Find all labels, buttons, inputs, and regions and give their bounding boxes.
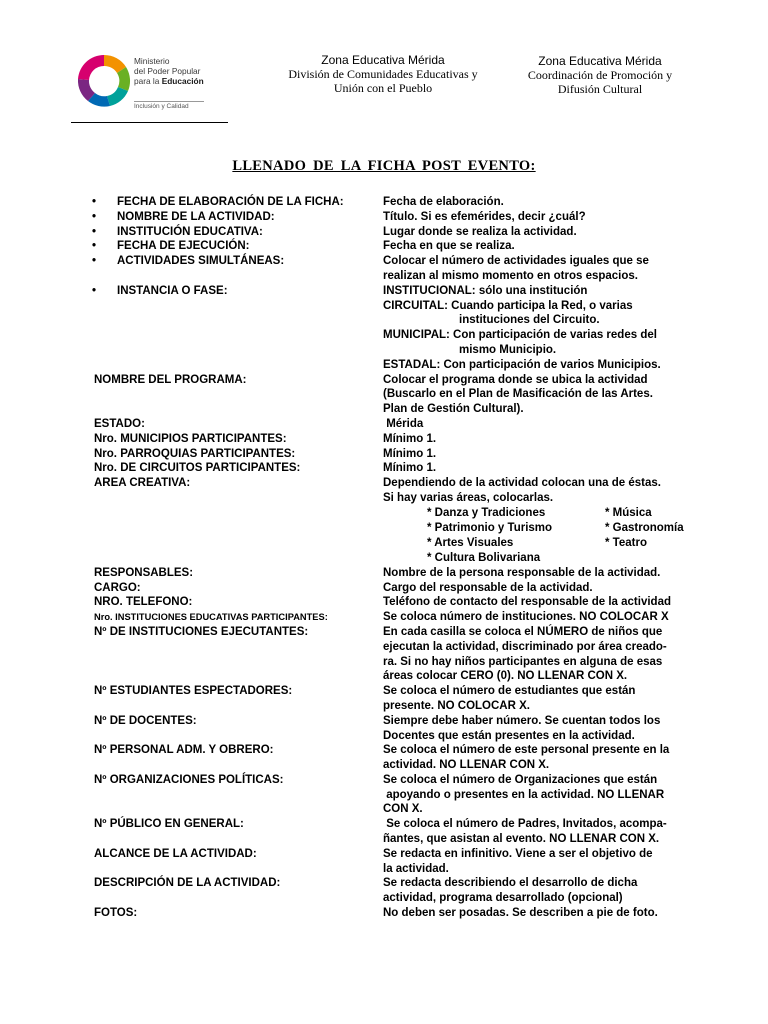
row-value xyxy=(383,254,703,284)
row-value xyxy=(383,773,703,817)
list-item xyxy=(0,254,768,284)
row-label: FECHA DE EJECUCIÓN: xyxy=(117,240,250,253)
value-line: Mínimo 1. xyxy=(383,462,437,475)
row-value xyxy=(383,225,703,240)
row-value xyxy=(383,581,703,596)
row-label: Nº DE DOCENTES: xyxy=(94,714,197,727)
header-right-line-3: Difusión Cultural xyxy=(557,82,643,96)
bullet: • xyxy=(92,196,97,208)
row-label: ALCANCE DE LA ACTIVIDAD: xyxy=(94,847,257,860)
header-left-line-2: División de Comunidades Educativas y xyxy=(288,67,478,81)
row-label: NOMBRE DE LA ACTIVIDAD: xyxy=(117,210,275,223)
value-line: ejecutan la actividad, discriminado por área creado- xyxy=(383,640,667,653)
value-line: Fecha en que se realiza. xyxy=(383,240,515,253)
row-value xyxy=(383,714,703,744)
document-title: LLENADO DE LA FICHA POST EVENTO: xyxy=(232,158,536,174)
value-line: CIRCUITAL: Cuando participa la Red, o varias xyxy=(383,299,633,312)
row-value xyxy=(383,684,703,714)
value-line: Colocar el número de actividades iguales que se xyxy=(383,255,649,268)
value-line: CON X. xyxy=(383,803,423,816)
header-left-line-1: Zona Educativa Mérida xyxy=(321,53,445,67)
header-right-line-2: Coordinación de Promoción y xyxy=(527,68,673,82)
row-label: DESCRIPCIÓN DE LA ACTIVIDAD: xyxy=(94,877,281,890)
value-line: ra. Si no hay niños participantes en alguna de esas xyxy=(383,655,663,668)
row-label: Nro. INSTITUCIONES EDUCATIVAS PARTICIPANTES: xyxy=(94,612,328,623)
header-right xyxy=(508,54,692,96)
list-item xyxy=(0,714,768,744)
value-line: Mínimo 1. xyxy=(383,432,437,445)
logo-line-2: del Poder Popular xyxy=(134,66,201,76)
row-value xyxy=(383,284,703,373)
list-item xyxy=(0,432,768,447)
value-line: (Buscarlo en el Plan de Masificación de las Artes. xyxy=(383,388,653,401)
list-item xyxy=(0,595,768,610)
value-line: mismo Municipio. xyxy=(459,343,557,356)
bullet: • xyxy=(92,255,97,268)
value-line: Lugar donde se realiza la actividad. xyxy=(383,225,577,238)
row-value xyxy=(383,847,703,877)
header-right-line-1: Zona Educativa Mérida xyxy=(538,54,662,68)
value-line: Dependiendo de la actividad colocan una de éstas. xyxy=(383,477,661,490)
row-label: FOTOS: xyxy=(94,907,138,920)
area-item: * Artes Visuales xyxy=(427,536,514,549)
row-label: ESTADO: xyxy=(94,417,145,430)
value-line: Se coloca el número de Padres, Invitados, acompa- xyxy=(383,818,667,831)
row-value xyxy=(383,447,703,462)
bullet: • xyxy=(92,225,97,238)
creative-areas xyxy=(383,506,703,566)
value-line: Se redacta en infinitivo. Viene a ser el objetivo de xyxy=(383,847,653,860)
row-label: Nro. MUNICIPIOS PARTICIPANTES: xyxy=(94,432,287,445)
header-rule xyxy=(71,122,228,123)
list-item xyxy=(0,684,768,714)
logo-tagline: Inclusión y Calidad xyxy=(134,103,189,110)
row-label: Nro. DE CIRCUITOS PARTICIPANTES: xyxy=(94,462,301,475)
row-value xyxy=(383,417,703,432)
value-line: actividad, programa desarrollado (opcional) xyxy=(383,892,623,905)
list-item xyxy=(0,876,768,906)
value-line: Título. Si es efemérides, decir ¿cuál? xyxy=(383,210,586,223)
list-item xyxy=(0,610,768,625)
list-item xyxy=(0,373,768,417)
row-label: AREA CREATIVA: xyxy=(94,477,191,490)
value-line: Fecha de elaboración. xyxy=(383,196,504,208)
value-line: realizan al mismo momento en otros espacios. xyxy=(383,269,638,282)
row-label: Nº DE INSTITUCIONES EJECUTANTES: xyxy=(94,625,309,638)
value-line: Siempre debe haber número. Se cuentan todos los xyxy=(383,714,661,727)
row-value xyxy=(383,239,703,254)
row-value xyxy=(383,476,703,566)
row-label: Nº ESTUDIANTES ESPECTADORES: xyxy=(94,685,293,698)
row-label: ACTIVIDADES SIMULTÁNEAS: xyxy=(117,255,285,268)
list-item xyxy=(0,210,768,225)
logo-line-1: Ministerio xyxy=(134,56,170,66)
area-item: * Gastronomía xyxy=(605,521,684,534)
value-line: INSTITUCIONAL: sólo una institución xyxy=(383,284,588,297)
list-item xyxy=(0,225,768,240)
value-line: la actividad. xyxy=(383,862,449,875)
value-line: Se redacta describiendo el desarrollo de dicha xyxy=(383,877,638,890)
value-line: En cada casilla se coloca el NÚMERO de niños que xyxy=(383,625,663,638)
list-item xyxy=(0,625,768,684)
area-item: * Patrimonio y Turismo xyxy=(427,521,553,534)
value-line: MUNICIPAL: Con participación de varias redes del xyxy=(383,329,657,342)
row-value xyxy=(383,817,703,847)
logo-line-3-prefix: para la xyxy=(134,76,162,86)
list-item xyxy=(0,447,768,462)
bullet: • xyxy=(92,284,97,297)
header-left-line-3: Unión con el Pueblo xyxy=(333,81,433,95)
row-value xyxy=(383,373,703,417)
row-value xyxy=(383,195,703,210)
list-item xyxy=(0,476,768,566)
value-line: Mínimo 1. xyxy=(383,447,437,460)
row-label: Nro. PARROQUIAS PARTICIPANTES: xyxy=(94,447,296,460)
bullet: • xyxy=(92,210,97,223)
ring-logo-icon xyxy=(78,55,130,107)
value-line: Nombre de la persona responsable de la actividad. xyxy=(383,566,661,579)
row-label: INSTANCIA O FASE: xyxy=(117,284,228,297)
value-line: Cargo del responsable de la actividad. xyxy=(383,581,593,594)
row-label: Nº PERSONAL ADM. Y OBRERO: xyxy=(94,744,274,757)
row-label: Nº ORGANIZACIONES POLÍTICAS: xyxy=(94,773,284,786)
row-value xyxy=(383,566,703,581)
value-line: Teléfono de contacto del responsable de la actividad xyxy=(383,596,671,609)
bullet: • xyxy=(92,240,97,253)
row-label: NOMBRE DEL PROGRAMA: xyxy=(94,373,247,386)
list-item xyxy=(0,239,768,254)
row-value xyxy=(383,432,703,447)
row-value xyxy=(383,876,703,906)
row-value xyxy=(383,610,703,625)
value-line: áreas colocar CERO (0). NO LLENAR CON X. xyxy=(383,670,628,683)
value-line: Plan de Gestión Cultural). xyxy=(383,403,524,416)
row-label: RESPONSABLES: xyxy=(94,566,194,579)
row-label: INSTITUCIÓN EDUCATIVA: xyxy=(117,225,263,238)
value-line: apoyando o presentes en la actividad. NO LLENAR xyxy=(383,788,665,801)
area-item: * Danza y Tradiciones xyxy=(427,506,546,519)
list-item xyxy=(0,284,768,373)
value-line: Se coloca el número de Organizaciones que están xyxy=(383,773,658,786)
row-label: Nº PÚBLICO EN GENERAL: xyxy=(94,818,244,831)
value-line: Se coloca el número de estudiantes que están xyxy=(383,685,636,698)
row-label: FECHA DE ELABORACIÓN DE LA FICHA: xyxy=(117,196,344,208)
list-item xyxy=(0,195,768,210)
list-item xyxy=(0,461,768,476)
logo-line-3-bold: Educación xyxy=(161,76,204,86)
area-item: * Teatro xyxy=(605,536,647,549)
logo-text xyxy=(134,56,204,86)
value-line: Se coloca el número de este personal presente en la xyxy=(383,744,670,757)
list-item xyxy=(0,906,768,921)
list-item xyxy=(0,417,768,432)
logo-divider xyxy=(134,101,204,102)
list-item xyxy=(0,773,768,817)
value-line: ñantes, que asistan al evento. NO LLENAR CON X. xyxy=(383,833,660,846)
row-value xyxy=(383,461,703,476)
value-line: ESTADAL: Con participación de varios Municipios. xyxy=(383,358,661,371)
row-label: CARGO: xyxy=(94,581,141,594)
value-line: presente. NO COLOCAR X. xyxy=(383,699,530,712)
value-line: Mérida xyxy=(383,417,424,430)
value-line: Si hay varias áreas, colocarlas. xyxy=(383,491,554,504)
list-item xyxy=(0,817,768,847)
value-line: Se coloca número de instituciones. NO COLOCAR X xyxy=(383,611,669,624)
list-item xyxy=(0,581,768,596)
row-value xyxy=(383,625,703,684)
row-value xyxy=(383,210,703,225)
row-value xyxy=(383,906,703,921)
header-left xyxy=(272,53,494,95)
value-line: Colocar el programa donde se ubica la actividad xyxy=(383,373,648,386)
list-item xyxy=(0,743,768,773)
value-line: actividad. NO LLENAR CON X. xyxy=(383,759,550,772)
row-value xyxy=(383,743,703,773)
area-item: * Cultura Bolivariana xyxy=(427,551,541,564)
area-item: * Música xyxy=(605,506,652,519)
list-item xyxy=(0,566,768,581)
list-item xyxy=(0,847,768,877)
value-line: Docentes que están presentes en la actividad. xyxy=(383,729,635,742)
logo-line-3 xyxy=(134,76,204,86)
row-label: NRO. TELEFONO: xyxy=(94,596,193,609)
value-line: instituciones del Circuito. xyxy=(459,314,600,327)
value-line: No deben ser posadas. Se describen a pie de foto. xyxy=(383,907,658,920)
instructions-list xyxy=(0,195,768,921)
row-value xyxy=(383,595,703,610)
